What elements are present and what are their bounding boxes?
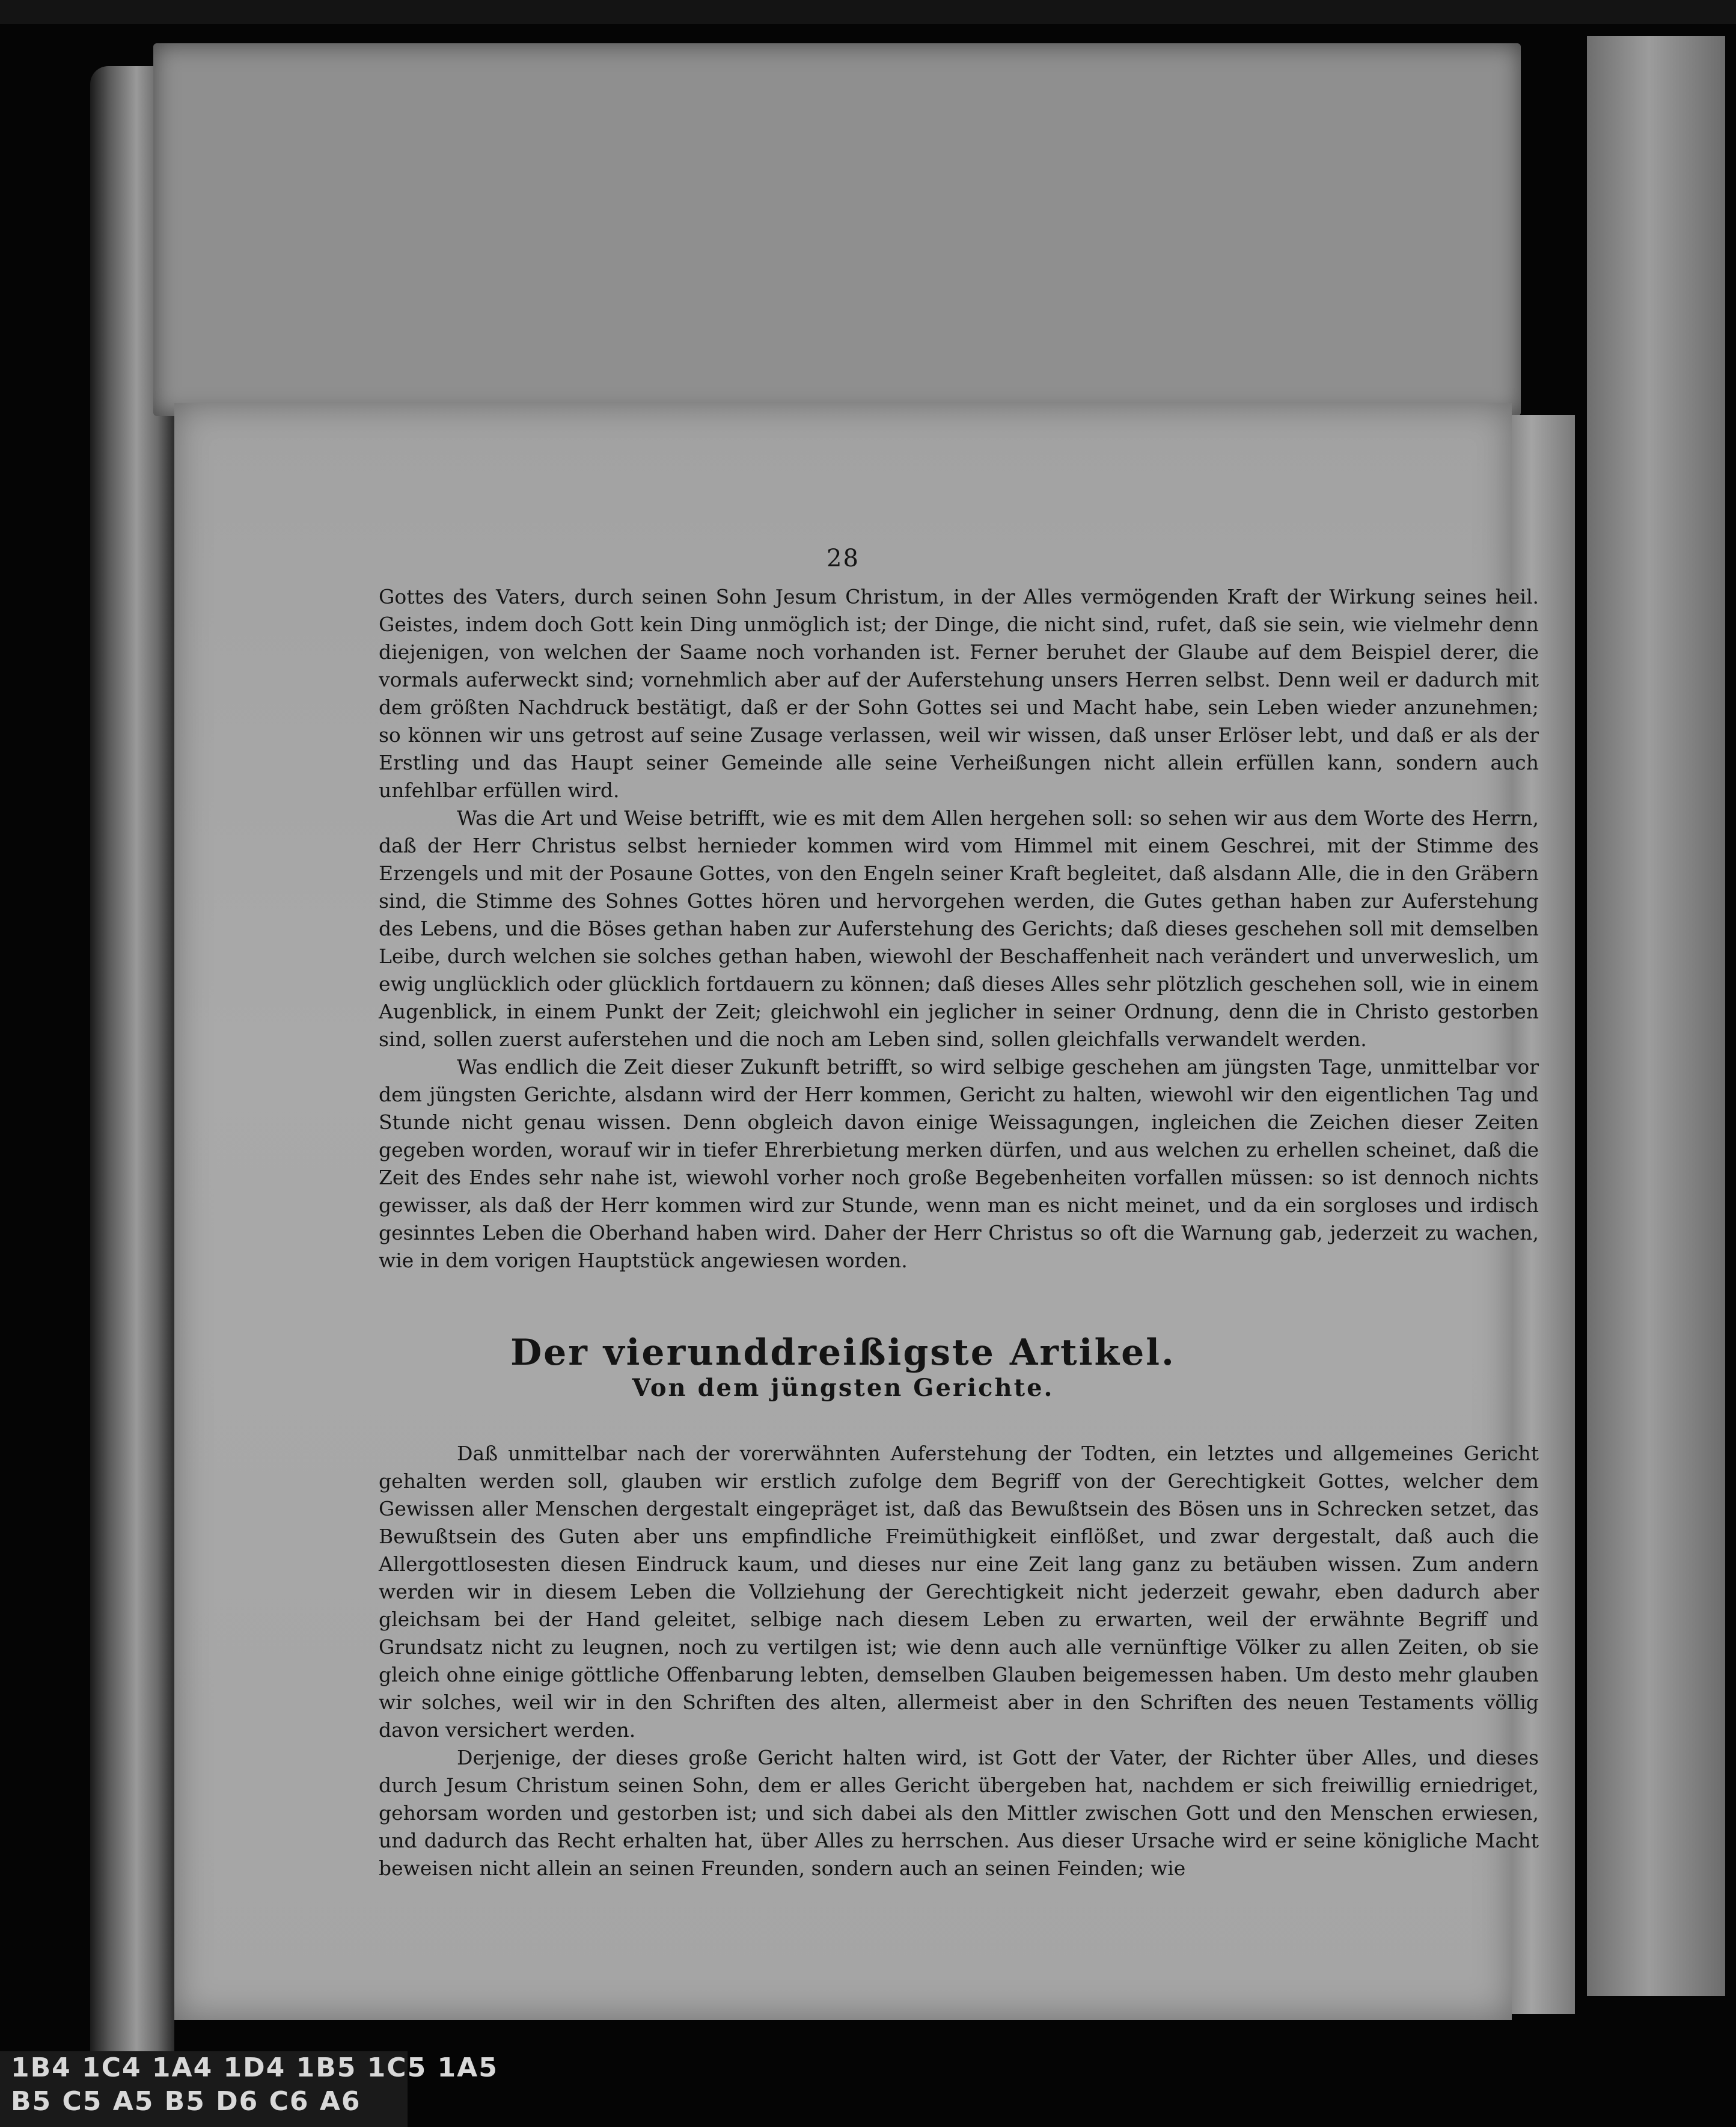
article-subtitle: Von dem jüngsten Gerichte. <box>632 1374 1054 1402</box>
article-heading <box>174 1332 1512 1402</box>
paragraph: Gottes des Vaters, durch seinen Sohn Jesum Christum, in der Alles vermögenden Kraft der Wirkung seines heil. Geistes, indem doch Gott kein Ding unmöglich ist; der Dinge, die nicht sind, rufet, daß sie sein, wie vielmehr denn diejenigen, von welchen der Saame noch vorhanden ist. Ferner beruhet der Glaube auf dem Beispiel derer, die vormals auferweckt sind; vornehmlich aber auf der Auferstehung unsers Herren selbst. Denn weil er dadurch mit dem größten Nachdruck bestätigt, daß er der Sohn Gottes sei und Macht habe, sein Leben wieder anzunehmen; so können wir uns getrost auf seine Zusage verlassen, weil wir wissen, daß unser Erlöser lebt, und daß er als der Erstling und das Haupt seiner Gemeinde alle seine Verheißungen nicht allein erfüllen kann, sondern auch unfehlbar erfüllen wird. <box>379 585 1539 802</box>
text-before-heading <box>379 583 1539 1275</box>
article-title: Der vierunddreißigste Artikel. <box>510 1332 1176 1374</box>
target-line: 1B4 1C4 1A4 1D4 1B5 1C5 1A5 <box>11 2052 498 2083</box>
paragraph: Was endlich die Zeit dieser Zukunft betrifft, so wird selbige geschehen am jüngsten Tage, unmittelbar vor dem jüngsten Gerichte, alsdann wird der Herr kommen, Gericht zu halten, wiewohl wir den eigentlichen Tag und Stunde nicht genau wissen. Denn obgleich davon einige Weissagungen, ingleichen die Zeichen dieser Zeiten gegeben worden, worauf wir in tiefer Ehrerbietung merken dürfen, und aus welchen zu erhellen scheinet, daß die Zeit des Endes sehr nahe ist, wiewohl vorher noch große Begebenheiten vorfallen müssen: so ist dennoch nichts gewisser, als daß der Herr kommen wird zur Stunde, wenn man es nicht meinet, und da ein sorgloses und irdisch gesinntes Leben die Oberhand haben wird. Daher der Herr Christus so oft die Warnung gab, jederzeit zu wachen, wie in dem vorigen Hauptstück angewiesen worden. <box>379 1055 1539 1272</box>
paragraph: Derjenige, der dieses große Gericht halten wird, ist Gott der Vater, der Richter über Alles, und dieses durch Jesum Christum seinen Sohn, dem er alles Gericht übergeben hat, nachdem er sich freiwillig erniedriget, gehorsam worden und gestorben ist; und sich dabei als den Mittler zwischen Gott und den Menschen erwiesen, und dadurch das Recht erhalten hat, über Alles zu herrschen. Aus dieser Ursache wird er seine königliche Macht beweisen nicht allein an seinen Freunden, sondern auch an seinen Feinden; wie <box>379 1746 1539 1880</box>
target-line: B5 C5 A5 B5 D6 C6 A6 <box>11 2086 361 2117</box>
document-page <box>174 403 1539 2020</box>
paragraph: Daß unmittelbar nach der vorerwähnten Auferstehung der Todten, ein letztes und allgemeines Gericht gehalten werden soll, glauben wir erstlich zufolge dem Begriff von der Gerechtigkeit Gottes, welcher dem Gewissen aller Menschen dergestalt eingepräget ist, daß das Bewußtsein des Bösen uns in Schrecken setzet, das Bewußtsein des Guten aber uns empfindliche Freimüthigkeit einflößet, und zwar dergestalt, daß auch die Allergottlosesten diesen Eindruck kaum, und dieses nur eine Zeit lang ganz zu betäuben wissen. Zum andern werden wir in diesem Leben die Vollziehung der Gerechtigkeit nicht jederzeit gewahr, eben dadurch aber gleichsam bei der Hand geleitet, selbige nach diesem Leben zu erwarten, weil der erwähnte Begriff und Grundsatz nicht zu leugnen, noch zu vertilgen ist; wie denn auch alle vernünftige Völker zu allen Zeiten, ob sie gleich ohne einige göttliche Offenbarung lebten, demselben Glauben beigemessen haben. Um desto mehr glauben wir solches, weil wir in den Schriften des alten, allermeist aber in den Schriften des neuen Testaments völlig davon versichert werden. <box>379 1442 1539 1742</box>
paragraph: Was die Art und Weise betrifft, wie es mit dem Allen hergehen soll: so sehen wir aus dem Worte des Herrn, daß der Herr Christus selbst hernieder kommen wird vom Himmel mit einem Geschrei, mit der Stimme des Erzengels und mit der Posaune Gottes, von den Engeln seiner Kraft begleitet, daß alsdann Alle, die in den Gräbern sind, die Stimme des Sohnes Gottes hören und hervorgehen werden, die Gutes gethan haben zur Auferstehung des Lebens, und die Böses gethan haben zur Auferstehung des Gerichts; daß dieses geschehen soll mit demselben Leibe, durch welchen sie solches gethan haben, wiewohl der Beschaffenheit nach verändert und unverweslich, um ewig unglücklich oder glücklich fortdauern zu können; daß dieses Alles sehr plötzlich geschehen soll, wie in einem Augenblick, in einem Punkt der Zeit; gleichwohl ein jeglicher in seiner Ordnung, denn die in Christo gestorben sind, sollen zuerst auferstehen und die noch am Leben sind, sollen gleichfalls verwandelt werden. <box>379 806 1539 1051</box>
page-number: 28 <box>827 545 860 572</box>
film-target-label <box>0 2051 498 2127</box>
right-margin-strip <box>1587 36 1725 1996</box>
previous-page-sheet <box>153 43 1521 416</box>
film-border <box>0 0 1736 24</box>
text-after-heading <box>379 1440 1539 1882</box>
